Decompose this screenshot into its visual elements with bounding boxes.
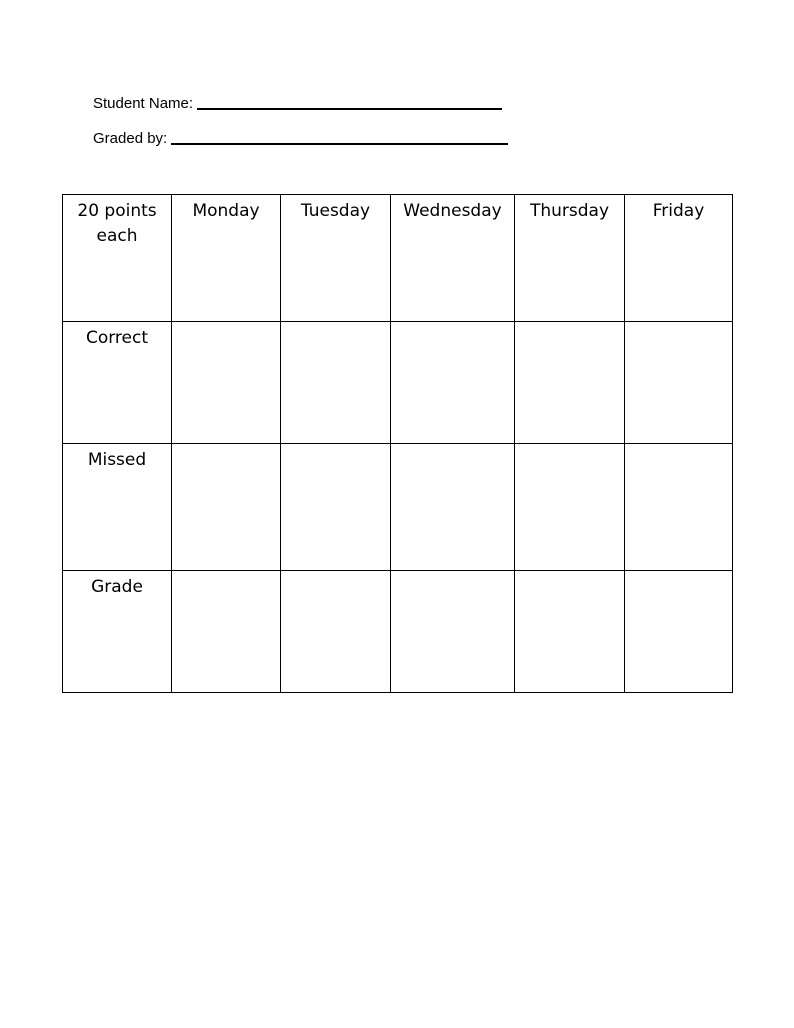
row-label: Correct: [85, 328, 149, 348]
entry-cell[interactable]: [172, 571, 281, 693]
day-label: Wednesday: [403, 201, 502, 221]
row-label: Grade: [91, 577, 143, 597]
day-label: Tuesday: [300, 201, 371, 221]
points-label: 20 points each: [77, 201, 157, 246]
entry-cell[interactable]: [172, 444, 281, 571]
student-name-label: Student Name:: [93, 95, 194, 112]
student-name-row: [93, 95, 502, 113]
entry-cell[interactable]: [625, 571, 733, 693]
day-label: Monday: [192, 201, 260, 221]
row-label: Missed: [87, 450, 147, 470]
entry-cell[interactable]: [172, 322, 281, 444]
student-name-blank[interactable]: [197, 108, 502, 110]
day-header-wednesday: [391, 195, 515, 322]
entry-cell[interactable]: [391, 444, 515, 571]
graded-by-blank[interactable]: [171, 143, 508, 145]
graded-by-row: [93, 130, 508, 148]
corner-cell: [63, 195, 172, 322]
day-label: Thursday: [529, 201, 610, 221]
day-header-monday: [172, 195, 281, 322]
entry-cell[interactable]: [391, 322, 515, 444]
day-header-friday: [625, 195, 733, 322]
table-row-correct: [63, 322, 733, 444]
entry-cell[interactable]: [391, 571, 515, 693]
entry-cell[interactable]: [515, 322, 625, 444]
entry-cell[interactable]: [515, 444, 625, 571]
row-header-correct: [63, 322, 172, 444]
entry-cell[interactable]: [281, 322, 391, 444]
day-label: Friday: [652, 201, 705, 221]
row-header-grade: [63, 571, 172, 693]
entry-cell[interactable]: [625, 322, 733, 444]
day-header-tuesday: [281, 195, 391, 322]
entry-cell[interactable]: [281, 571, 391, 693]
row-header-missed: [63, 444, 172, 571]
grade-table: [62, 194, 733, 693]
day-header-thursday: [515, 195, 625, 322]
table-row-missed: [63, 444, 733, 571]
entry-cell[interactable]: [515, 571, 625, 693]
entry-cell[interactable]: [625, 444, 733, 571]
table-header-row: [63, 195, 733, 322]
entry-cell[interactable]: [281, 444, 391, 571]
graded-by-label: Graded by:: [93, 130, 168, 147]
table-row-grade: [63, 571, 733, 693]
